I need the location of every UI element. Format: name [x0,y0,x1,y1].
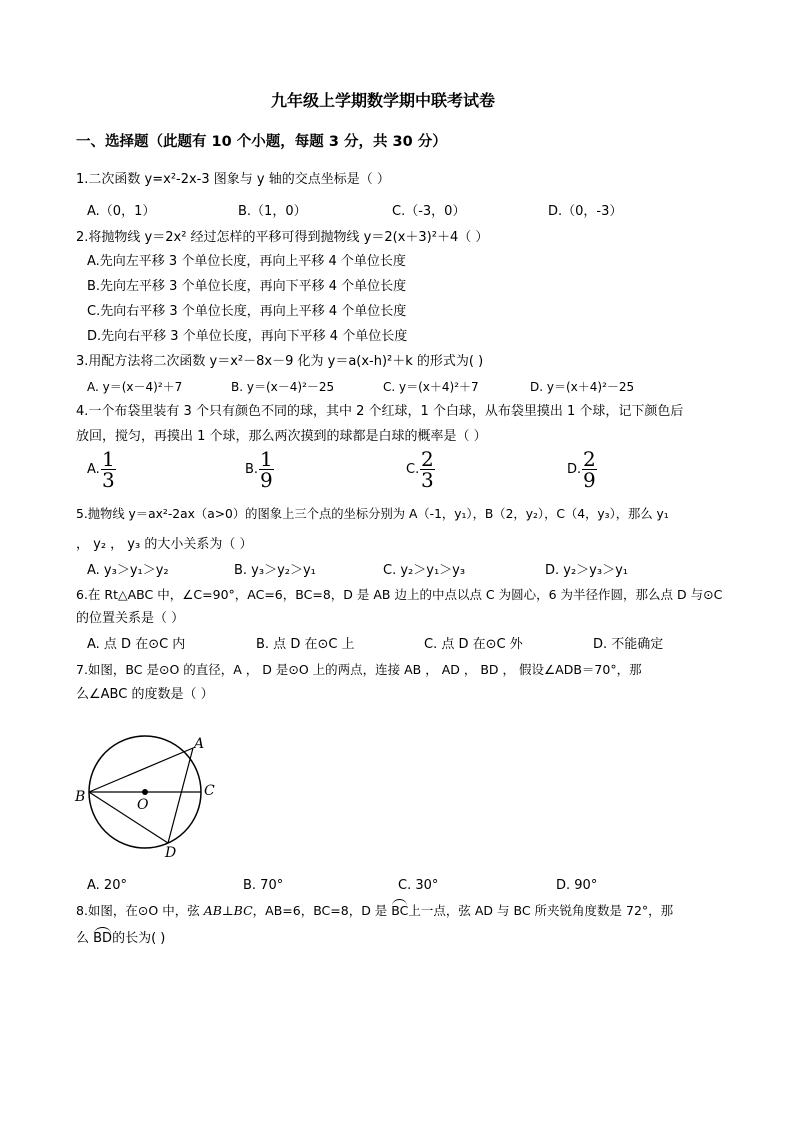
stem-text: ，AB=6，BC=8，D 是 [252,903,392,918]
option-b: B. y＝(x－4)²－25 [231,380,335,394]
question-stem-line2: 放回，搅匀，再摸出 1 个球，那么两次摸到的球都是白球的概率是（ ） [76,429,487,444]
option-c: C. 点 D 在⊙C 外 [424,637,523,652]
fraction [420,449,435,490]
circle-diagram [70,728,230,868]
option-label: C. [406,462,420,477]
stem-text: 上一点，弦 AD 与 BC 所夹锐角度数是 72°，那 [408,903,674,918]
option-d: D. y＝(x＋4)²－25 [530,380,635,394]
option-c: C. 30° [398,878,439,893]
question-stem-line2: 么∠ABC 的度数是（ ） [76,687,214,702]
option-a: A. y₃＞y₁＞y₂ [87,563,169,578]
option-a: A. 20° [87,878,127,893]
stem-text: 的长为( ) [112,931,166,946]
page-title: 九年级上学期数学期中联考试卷 [271,91,496,110]
point-label-o: O [137,797,149,813]
option-label: D. [567,462,582,477]
question-stem-line1: 4.一个布袋里装有 3 个只有颜色不同的球，其中 2 个红球，1 个白球，从布袋里摸出 1 个球，记下颜色后 [76,404,684,419]
perpendicular-expression: AB⊥BC [203,903,253,918]
question-stem: 2.将抛物线 y＝2x² 经过怎样的平移可得到抛物线 y＝2(x＋3)²＋4（ ） [76,230,489,245]
stem-text: 么 [76,931,94,946]
option-label: A. [87,462,100,477]
option-c: C. y＝(x＋4)²＋7 [383,380,479,394]
option-a: A. 点 D 在⊙C 内 [87,637,186,652]
option-d: D. 不能确定 [593,637,664,652]
arc-bc: BC [391,903,409,918]
question-stem-line1: 5.抛物线 y＝ax²-2ax（a>0）的图象上三个点的坐标分别为 A（-1，y₁），B（2，y₂），C（4，y₃），那么 y₁ [76,507,669,521]
option-d: D. y₂＞y₃＞y₁ [545,563,628,578]
arc-bd: BD [93,931,113,946]
numerator: 1 [260,447,273,471]
fraction [101,449,116,490]
question-stem: 3.用配方法将二次函数 y＝x²－8x－9 化为 y＝a(x-h)²＋k 的形式为( ) [76,354,484,369]
option-d: D. 90° [556,878,598,893]
option-a: A. y＝(x－4)²＋7 [87,380,183,394]
option-label: B. [245,462,259,477]
denominator: 9 [260,468,273,492]
point-label-d: D [165,845,177,861]
question-stem-line1: 7.如图，BC 是⊙O 的直径，A ， D 是⊙O 上的两点，连接 AB ， AD ， BD ， 假设∠ADB＝70°，那 [76,662,642,677]
question-stem-line1 [76,902,673,920]
section-heading: 一、选择题（此题有 10 个小题，每题 3 分，共 30 分） [76,134,447,150]
option-b: B.先向左平移 3 个单位长度，再向下平移 4 个单位长度 [87,279,407,294]
denominator: 3 [102,468,115,492]
fraction [582,449,597,490]
numerator: 1 [102,447,115,471]
option-d: D.先向右平移 3 个单位长度，再向下平移 4 个单位长度 [87,329,408,344]
option-b: B. y₃＞y₂＞y₁ [234,563,316,578]
option-a: A.先向左平移 3 个单位长度，再向上平移 4 个单位长度 [87,254,406,269]
denominator: 3 [421,468,434,492]
option-b: B. 点 D 在⊙C 上 [256,637,355,652]
numerator: 2 [583,447,596,471]
question-stem: 1.二次函数 y=x²-2x-3 图象与 y 轴的交点坐标是（ ） [76,172,390,187]
option-c: C.（-3，0） [392,204,466,219]
numerator: 2 [421,447,434,471]
question-stem-line2 [76,930,165,948]
option-b: B. 70° [243,878,284,893]
stem-text: 8.如图，在⊙O 中，弦 [76,903,204,918]
option-b: B.（1，0） [238,204,307,219]
question-stem-line2: ， y₂ ， y₃ 的大小关系为（ ） [76,537,253,552]
point-label-c: C [204,783,215,799]
option-a: A.（0，1） [87,204,156,219]
fraction [259,449,274,490]
question-stem-line1: 6.在 Rt△ABC 中，∠C=90°，AC=6，BC=8，D 是 AB 边上的中点以点 C 为圆心，6 为半径作圆，那么点 D 与⊙C [76,587,723,602]
question-stem-line2: 的位置关系是（ ） [76,611,185,626]
option-d: D.（0，-3） [548,204,623,219]
option-c: C.先向右平移 3 个单位长度，再向上平移 4 个单位长度 [87,304,407,319]
point-label-a: A [194,736,205,752]
option-c: C. y₂＞y₁＞y₃ [383,563,466,578]
point-label-b: B [75,789,86,805]
denominator: 9 [583,468,596,492]
